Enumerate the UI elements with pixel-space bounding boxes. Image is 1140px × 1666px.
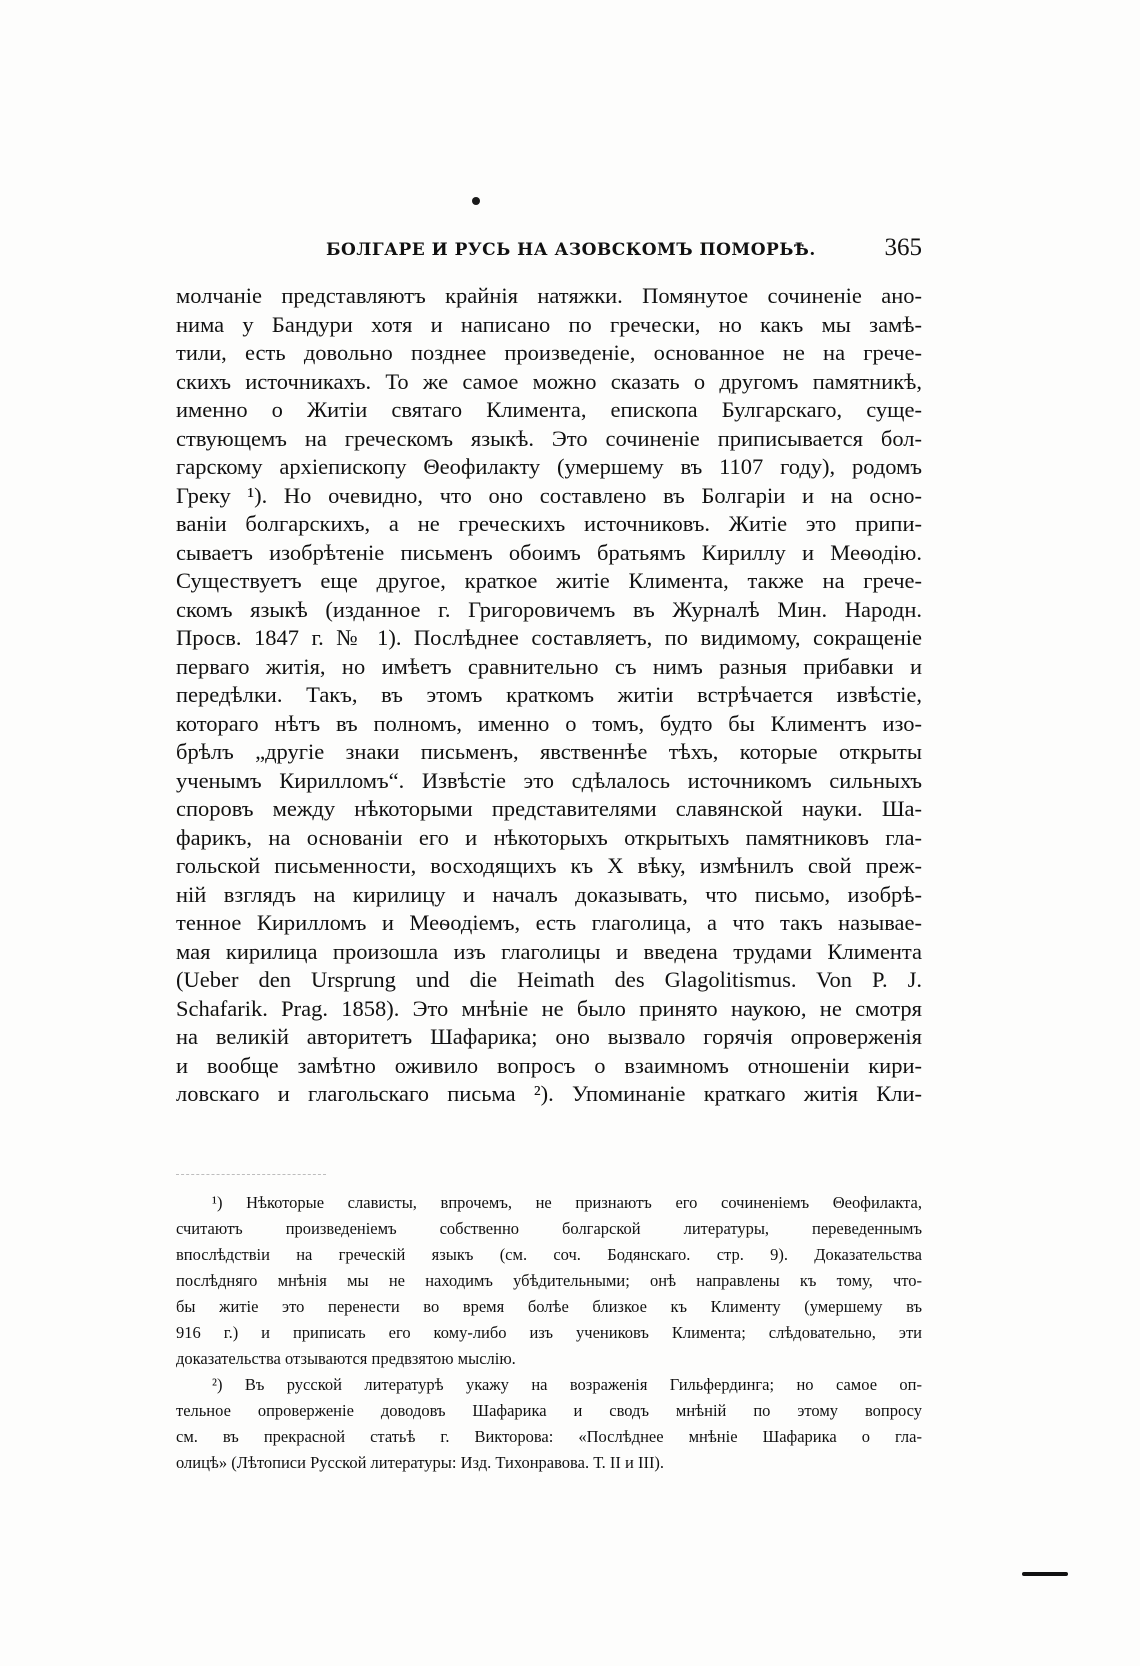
body-line: тили, есть довольно позднее произведеніе, основанное не на грече-	[176, 340, 922, 365]
body-line: ній взглядъ на кирилицу и началъ доказывать, что письмо, изобрѣ-	[176, 881, 922, 907]
body-line: фарикъ, на основаніи его и нѣкоторыхъ открытыхъ памятниковъ гла-	[176, 824, 922, 850]
footnote-line: см. въ прекрасной статьѣ г. Викторова: «Послѣднее мнѣніе Шафарика о гла-	[176, 1427, 922, 1446]
running-title: БОЛГАРЕ И РУСЬ НА АЗОВСКОМЪ ПОМОРЬѢ.	[326, 240, 816, 260]
body-line: брѣлъ „другіе знаки письменъ, явственнѣе тѣхъ, которые открыты	[176, 739, 922, 764]
body-line: споровъ между нѣкоторыми представителями славянской науки. Ша-	[176, 796, 922, 821]
body-line: Греку ¹). Но очевидно, что оно составлено въ Болгаріи и на осно-	[176, 482, 922, 508]
footnote-line: тельное опроверженіе доводовъ Шафарика и сводъ мнѣній по этому вопросу	[176, 1401, 922, 1420]
body-line: Существуетъ еще другое, краткое житіе Климента, также на грече-	[176, 568, 922, 593]
footnote-line: считаютъ произведеніемъ собственно болгарской литературы, переведеннымъ	[176, 1219, 922, 1238]
body-line: гольской письменности, восходящихъ къ X вѣку, измѣнилъ свой преж-	[176, 853, 922, 878]
body-line: мая кирилица произошла изъ глаголицы и введена трудами Климента	[176, 938, 922, 964]
footnote-line: доказательства отзываются предвзятою мыслію.	[176, 1349, 516, 1368]
body-line: именно о Житіи святаго Климента, епископа Булгарскаго, суще-	[176, 397, 922, 422]
body-line: на великій авторитетъ Шафарика; оно вызвало горячія опроверженія	[176, 1024, 922, 1049]
body-line: молчаніе представляютъ крайнія натяжки. Помянутое сочиненіе ано-	[176, 283, 922, 308]
body-line: ваніи болгарскихъ, а не греческихъ источниковъ. Житіе это припи-	[176, 511, 922, 536]
footnote-line: олицѣ» (Лѣтописи Русской литературы: Изд. Тихонравова. Т. II и III).	[176, 1453, 665, 1472]
ink-dot	[472, 197, 480, 205]
body-line: гарскому архіепископу Θеофилакту (умершему въ 1107 году), родомъ	[176, 454, 922, 479]
footnote-line: 916 г.) и приписать его кому-либо изъ учениковъ Климента; слѣдовательно, эти	[176, 1323, 922, 1342]
body-line: перваго житія, но имѣетъ сравнительно съ нимъ разныя прибавки и	[176, 653, 922, 679]
footnote-line: впослѣдствіи на греческій языкъ (см. соч. Бодянскаго. стр. 9). Доказательства	[176, 1245, 922, 1264]
body-text	[176, 282, 922, 1109]
footnotes	[176, 1190, 922, 1476]
footnote-line: бы житіе это перенести во время болѣе близкое къ Клименту (умершему въ	[176, 1297, 922, 1316]
body-line: сываетъ изобрѣтеніе письменъ обоимъ братьямъ Кириллу и Меѳодію.	[176, 539, 922, 565]
body-line: (Ueber den Ursprung und die Heimath des Glagolitismus. Von P. J.	[176, 967, 922, 992]
footnote-line: ¹) Нѣкоторые слависты, впрочемъ, не признаютъ его сочиненіемъ Θеофилакта,	[212, 1193, 922, 1212]
body-line: Schafarik. Prag. 1858). Это мнѣніе не было принято наукою, не смотря	[176, 995, 922, 1021]
running-head	[176, 236, 922, 270]
footnote-separator	[176, 1174, 326, 1175]
body-line: и вообще замѣтно оживило вопросъ о взаимномъ отношеніи кири-	[176, 1052, 922, 1078]
body-line: скихъ источникахъ. То же самое можно сказать о другомъ памятникѣ,	[176, 368, 922, 394]
body-line: Просв. 1847 г. № 1). Послѣднее составляетъ, по видимому, сокращеніе	[176, 625, 922, 650]
body-line: котораго нѣтъ въ полномъ, именно о томъ, будто бы Климентъ изо-	[176, 710, 922, 736]
footnote-line: ²) Въ русской литературѣ укажу на возраженія Гильфердинга; но самое оп-	[212, 1375, 922, 1394]
body-line: передѣлки. Такъ, въ этомъ краткомъ житіи встрѣчается извѣстіе,	[176, 682, 922, 707]
page-number: 365	[884, 234, 922, 261]
body-line: скомъ языкѣ (изданное г. Григоровичемъ въ Журналѣ Мин. Народн.	[176, 596, 922, 622]
body-line: тенное Кирилломъ и Меѳодіемъ, есть глаголица, а что такъ называе-	[176, 910, 922, 935]
body-line: ученымъ Кирилломъ“. Извѣстіе это сдѣлалось источникомъ сильныхъ	[176, 767, 922, 793]
body-line: нима у Бандури хотя и написано по гречески, но какъ мы замѣ-	[176, 311, 922, 337]
footnote-line: послѣдняго мнѣнія мы не находимъ убѣдительными; онѣ направлены къ тому, что-	[176, 1271, 922, 1290]
ink-dash	[1022, 1572, 1068, 1576]
body-line: ствующемъ на греческомъ языкѣ. Это сочиненіе приписывается бол-	[176, 425, 922, 451]
body-line: ловскаго и глагольскаго письма ²). Упоминаніе краткаго житія Кли-	[176, 1081, 922, 1106]
